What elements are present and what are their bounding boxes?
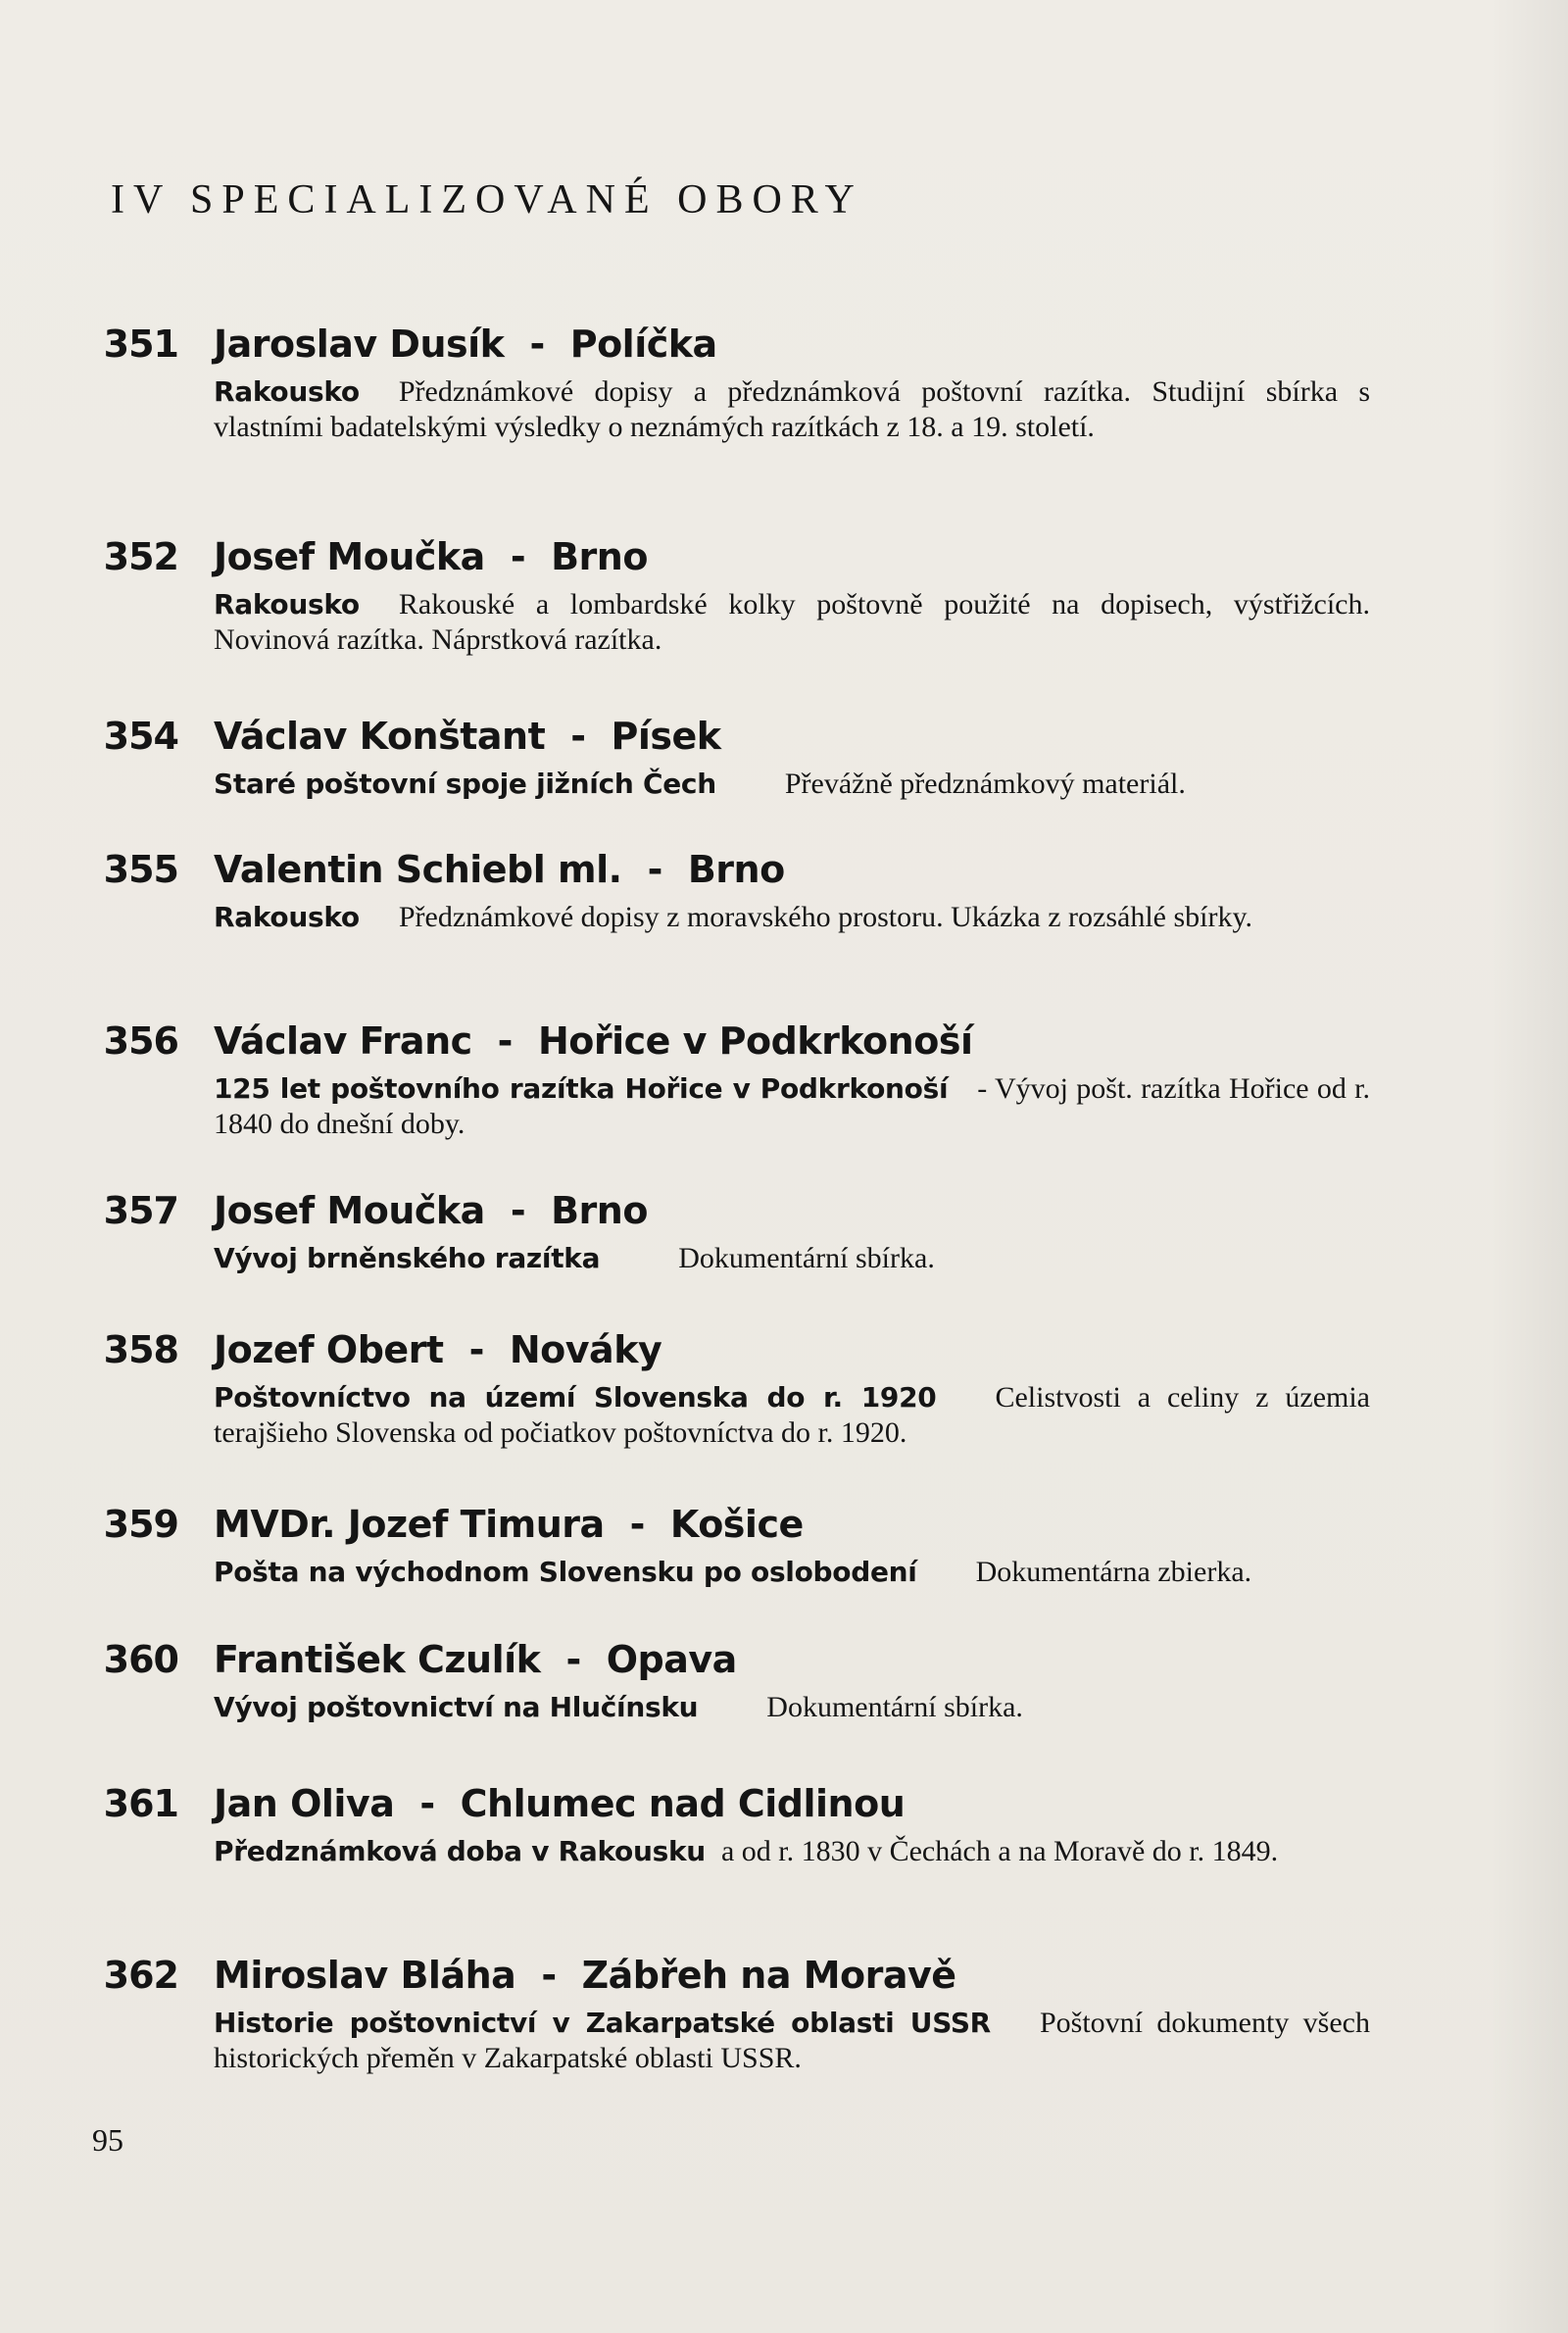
exhibitor-name: Jan Oliva bbox=[214, 1782, 395, 1825]
exhibitor-place: Košice bbox=[669, 1503, 804, 1546]
entry-headline bbox=[214, 712, 721, 761]
exhibitor-name: Valentin Schiebl ml. bbox=[214, 848, 622, 891]
entry-headline bbox=[214, 1325, 662, 1374]
entry-subtitle: Rakousko bbox=[214, 901, 360, 933]
exhibitor-name: MVDr. Jozef Timura bbox=[214, 1503, 605, 1546]
entry-description bbox=[214, 587, 1370, 658]
entry-subtitle: Vývoj poštovnictví na Hlučínsku bbox=[214, 1691, 699, 1723]
exhibitor-name: Václav Franc bbox=[214, 1019, 472, 1063]
exhibitor-name: Josef Moučka bbox=[214, 535, 485, 578]
entry-number: 361 bbox=[103, 1782, 178, 1825]
entry-text: Předznámkové dopisy a předznámková poštovní razítka. Studijní sbírka s vlastními badatelskými výsledky o neznámých razítkách z 18. a 19. století. bbox=[214, 375, 1370, 443]
entry-text: Rakouské a lombardské kolky poštovně použité na dopisech, výstřižcích. Novinová razítka. Náprstková razítka. bbox=[214, 588, 1370, 656]
separator-dash: - bbox=[419, 1782, 435, 1825]
entry-description bbox=[214, 1834, 1370, 1869]
exhibitor-place: Nováky bbox=[509, 1328, 662, 1371]
exhibitor-name: Jaroslav Dusík bbox=[214, 323, 505, 366]
entry-number: 359 bbox=[103, 1503, 178, 1546]
entry-description bbox=[214, 374, 1370, 445]
entry-headline bbox=[214, 1951, 956, 2000]
entry-text: Poštovní dokumenty všech historických přeměn v Zakarpatské oblasti USSR. bbox=[214, 2007, 1370, 2074]
exhibitor-place: Hořice v Podkrkonoší bbox=[537, 1019, 973, 1063]
entry-text: a od r. 1830 v Čechách a na Moravě do r. 1849. bbox=[720, 1835, 1279, 1867]
entry-text: Převážně předznámkový materiál. bbox=[784, 768, 1186, 800]
entry-subtitle: Staré poštovní spoje jižních Čech bbox=[214, 768, 716, 800]
section-heading: IV SPECIALIZOVANÉ OBORY bbox=[111, 177, 863, 223]
entry-description bbox=[214, 1380, 1370, 1451]
entry-headline bbox=[214, 1500, 804, 1549]
exhibitor-place: Políčka bbox=[569, 323, 717, 366]
entry-text: Dokumentárna zbierka. bbox=[975, 1556, 1252, 1588]
separator-dash: - bbox=[629, 1503, 645, 1546]
entry-description bbox=[214, 1071, 1370, 1142]
separator-dash: - bbox=[497, 1019, 513, 1063]
entry-text: - Vývoj pošt. razítka Hořice od r. 1840 do dnešní doby. bbox=[214, 1072, 1370, 1140]
entry-headline bbox=[214, 532, 648, 581]
exhibitor-place: Chlumec nad Cidlinou bbox=[460, 1782, 906, 1825]
page-number: 95 bbox=[92, 2122, 123, 2158]
entry-number: 352 bbox=[103, 535, 178, 578]
entry-headline bbox=[214, 845, 785, 894]
separator-dash: - bbox=[570, 715, 586, 758]
entry-headline bbox=[214, 1017, 972, 1066]
entry-description bbox=[214, 2006, 1370, 2076]
entry-text: Předznámkové dopisy z moravského prostoru. Ukázka z rozsáhlé sbírky. bbox=[398, 901, 1253, 933]
exhibitor-place: Opava bbox=[606, 1638, 737, 1681]
exhibitor-name: Jozef Obert bbox=[214, 1328, 444, 1371]
entry-text: Dokumentární sbírka. bbox=[766, 1691, 1023, 1723]
exhibitor-place: Písek bbox=[611, 715, 721, 758]
entry-description bbox=[214, 1690, 1370, 1725]
entry-headline bbox=[214, 320, 717, 369]
separator-dash: - bbox=[468, 1328, 484, 1371]
entry-number: 354 bbox=[103, 715, 178, 758]
exhibitor-place: Brno bbox=[551, 535, 648, 578]
entry-subtitle: Pošta na východnom Slovensku po oslobodení bbox=[214, 1556, 917, 1588]
separator-dash: - bbox=[510, 1189, 526, 1232]
entry-description bbox=[214, 767, 1370, 802]
separator-dash: - bbox=[510, 535, 526, 578]
exhibitor-name: Václav Konštant bbox=[214, 715, 546, 758]
entry-number: 362 bbox=[103, 1954, 178, 1997]
entry-subtitle: Rakousko bbox=[214, 375, 360, 408]
entry-subtitle: Předznámková doba v Rakousku bbox=[214, 1835, 706, 1867]
entry-subtitle: Rakousko bbox=[214, 588, 360, 620]
entry-description bbox=[214, 1241, 1370, 1276]
entry-text: Celistvosti a celiny z územia terajšieho Slovenska od počiatkov poštovníctva do r. 1920. bbox=[214, 1381, 1370, 1449]
entry-number: 358 bbox=[103, 1328, 178, 1371]
exhibitor-name: Josef Moučka bbox=[214, 1189, 485, 1232]
entry-headline bbox=[214, 1635, 737, 1684]
exhibitor-place: Brno bbox=[687, 848, 785, 891]
entry-text: Dokumentární sbírka. bbox=[678, 1242, 935, 1274]
exhibitor-name: František Czulík bbox=[214, 1638, 541, 1681]
entry-subtitle: Poštovníctvo na území Slovenska do r. 1920 bbox=[214, 1381, 937, 1414]
entry-subtitle: Historie poštovnictví v Zakarpatské oblasti USSR bbox=[214, 2007, 991, 2039]
entry-description bbox=[214, 900, 1370, 935]
entry-description bbox=[214, 1555, 1370, 1590]
separator-dash: - bbox=[647, 848, 662, 891]
entry-subtitle: Vývoj brněnského razítka bbox=[214, 1242, 601, 1274]
separator-dash: - bbox=[529, 323, 545, 366]
entry-number: 357 bbox=[103, 1189, 178, 1232]
entry-number: 355 bbox=[103, 848, 178, 891]
exhibitor-place: Brno bbox=[551, 1189, 648, 1232]
entry-number: 351 bbox=[103, 323, 178, 366]
exhibitor-place: Zábřeh na Moravě bbox=[581, 1954, 956, 1997]
separator-dash: - bbox=[541, 1954, 557, 1997]
entry-headline bbox=[214, 1779, 905, 1828]
entry-subtitle: 125 let poštovního razítka Hořice v Podkrkonoší bbox=[214, 1072, 949, 1105]
exhibitor-name: Miroslav Bláha bbox=[214, 1954, 516, 1997]
page-edge-shadow bbox=[1490, 0, 1568, 2333]
entry-number: 360 bbox=[103, 1638, 178, 1681]
entry-headline bbox=[214, 1186, 648, 1235]
separator-dash: - bbox=[565, 1638, 581, 1681]
entry-number: 356 bbox=[103, 1019, 178, 1063]
